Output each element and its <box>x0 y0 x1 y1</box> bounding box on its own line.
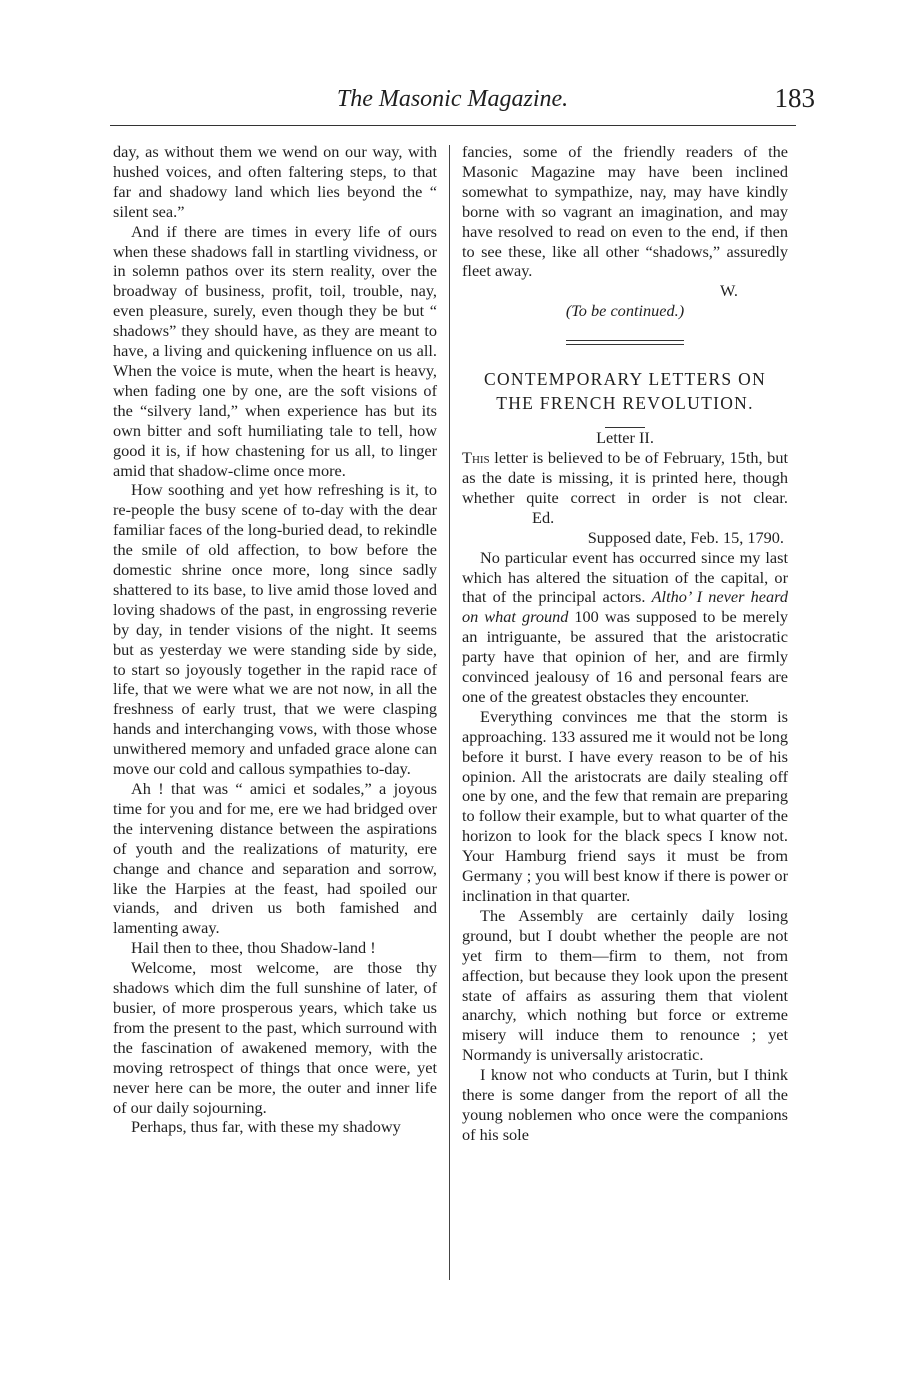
paragraph: day, as without them we wend on our way, with hushed voices, and often faltering steps, to that far and shadowy land which lies beyond the “ silent sea.” <box>113 142 437 221</box>
letter-heading: Letter II. <box>596 428 654 448</box>
right-column <box>462 142 788 1145</box>
paragraph: And if there are times in every life of ours when these shadows fall in startling vividness, or in solemn pathos over its stern reality, over the broadway of business, profit, toil, trouble, nay, even pleasure, surely, even though they be but “ shadows” they should have, as they are meant to have, a living and quickening influence on us all. When the voice is mute, when the heart is heavy, when fading one by one, are the soft visions of the “silvery land,” when experience has but its own bitter and soft humiliating tale to tell, how good it is, if how chastening for us all, to linger amid that shadow-clime once more. <box>113 221 437 480</box>
article-title-line: THE FRENCH REVOLUTION. <box>496 393 754 414</box>
paragraph <box>462 548 788 707</box>
supposed-date: Supposed date, Feb. 15, 1790. <box>587 527 784 547</box>
paragraph-text: 100 was supposed to be merely an intriguante, be assured that the aristocratic party have that opinion of her, and are firmly convinced jealousy of 16 and personal fears are one of the greatest obstacles they encounter. <box>462 607 788 706</box>
article-title <box>462 367 788 415</box>
left-column <box>113 142 437 1137</box>
paragraph: I know not who conducts at Turin, but I think there is some danger from the report of all the young noblemen who once were the companions of his sole <box>462 1065 788 1144</box>
paragraph: Welcome, most welcome, are those thy shadows which dim the full sunshine of later, of busier, of more prosperous years, which take us from the present to the past, which surround with the fascination of awakened memory, with the moving retrospect of things that once were, yet never here can be more, the outer and inner life of our daily sojourning. <box>113 958 437 1117</box>
paragraph: Ah ! that was “ amici et sodales,” a joyous time for you and for me, ere we had bridged over the intervening distance between the aspirations of youth and the realizations of maturity, ere change and chance and separation and sorrow, like the Harpies at the feast, had spoiled our viands, and driven us both famished and lamenting away. <box>113 779 437 938</box>
paragraph: The Assembly are certainly daily losing ground, but I doubt whether the people are not yet firm to them—firm to them, not from affection, but because they look upon the present state of affairs as assuring them that violent anarchy, which nothing but force or extreme misery will induce them to renounce ; yet Normandy is universally aristocratic. <box>462 905 788 1065</box>
editor-note-text: letter is believed to be of February, 15th, but as the date is missing, it is printed here, though whether quite correct in order is not clear. <box>462 448 788 507</box>
editor-note <box>462 448 788 528</box>
paragraph: fancies, some of the friendly readers of the Masonic Magazine may have been inclined somewhat to sympathize, nay, may have kindly borne with so vagrant an imagination, and may have resolved to read on even to the end, if then to see these, like all other “shadows,” assuredly fleet away. <box>462 142 788 281</box>
paragraph-italic-text: Altho’ I never heard on what ground <box>462 587 789 627</box>
page-number: 183 <box>774 83 815 113</box>
column-divider <box>449 145 450 1280</box>
editor-note-first-word: This <box>462 448 490 468</box>
editor-sign: Ed. <box>532 507 555 527</box>
paragraph: Everything convinces me that the storm is approaching. 133 assured me it would not be long before it burst. I have every reason to be of his opinion. All the aristocrats are daily stealing off one by one, and the few that remain are preparing to follow their example, but to what quarter of the horizon to look for the black specs I know not. Your Hamburg friend says it must be from Germany ; you will best know if there is power or inclination in that quarter. <box>462 706 788 905</box>
author-signature: W. <box>720 281 738 301</box>
paragraph: Perhaps, thus far, with these my shadowy <box>131 1117 401 1137</box>
paragraph: How soothing and yet how refreshing is it, to re-people the busy scene of to-day with the dear familiar faces of the long-buried dead, to rekindle the smile of old affection, to bow before the domestic shrine once more, long since sadly shattered to its base, to live amid those loved and loving shadows of the past, in engrossing reverie by day, in tender visions of the night. It seems but as yesterday we were standing side by side, to start so joyously together in the rapid race of life, that we were what we are not now, in all the freshness of early trust, that we were clasping hands and interchanging vows, with those whose unwithered memory and unfaded grace alone can move our cold and callous sympathies to-day. <box>113 480 437 779</box>
paragraph-text: No particular event has occurred since my last which has altered the situation of the capital, or that of the principal actors. <box>462 547 788 607</box>
running-title: The Masonic Magazine. <box>336 86 569 112</box>
section-separator <box>566 340 684 345</box>
header-rule <box>110 125 796 126</box>
paragraph: Hail then to thee, thou Shadow-land ! <box>131 938 376 958</box>
to-be-continued: (To be continued.) <box>565 301 685 321</box>
article-title-line: CONTEMPORARY LETTERS ON <box>483 369 767 390</box>
